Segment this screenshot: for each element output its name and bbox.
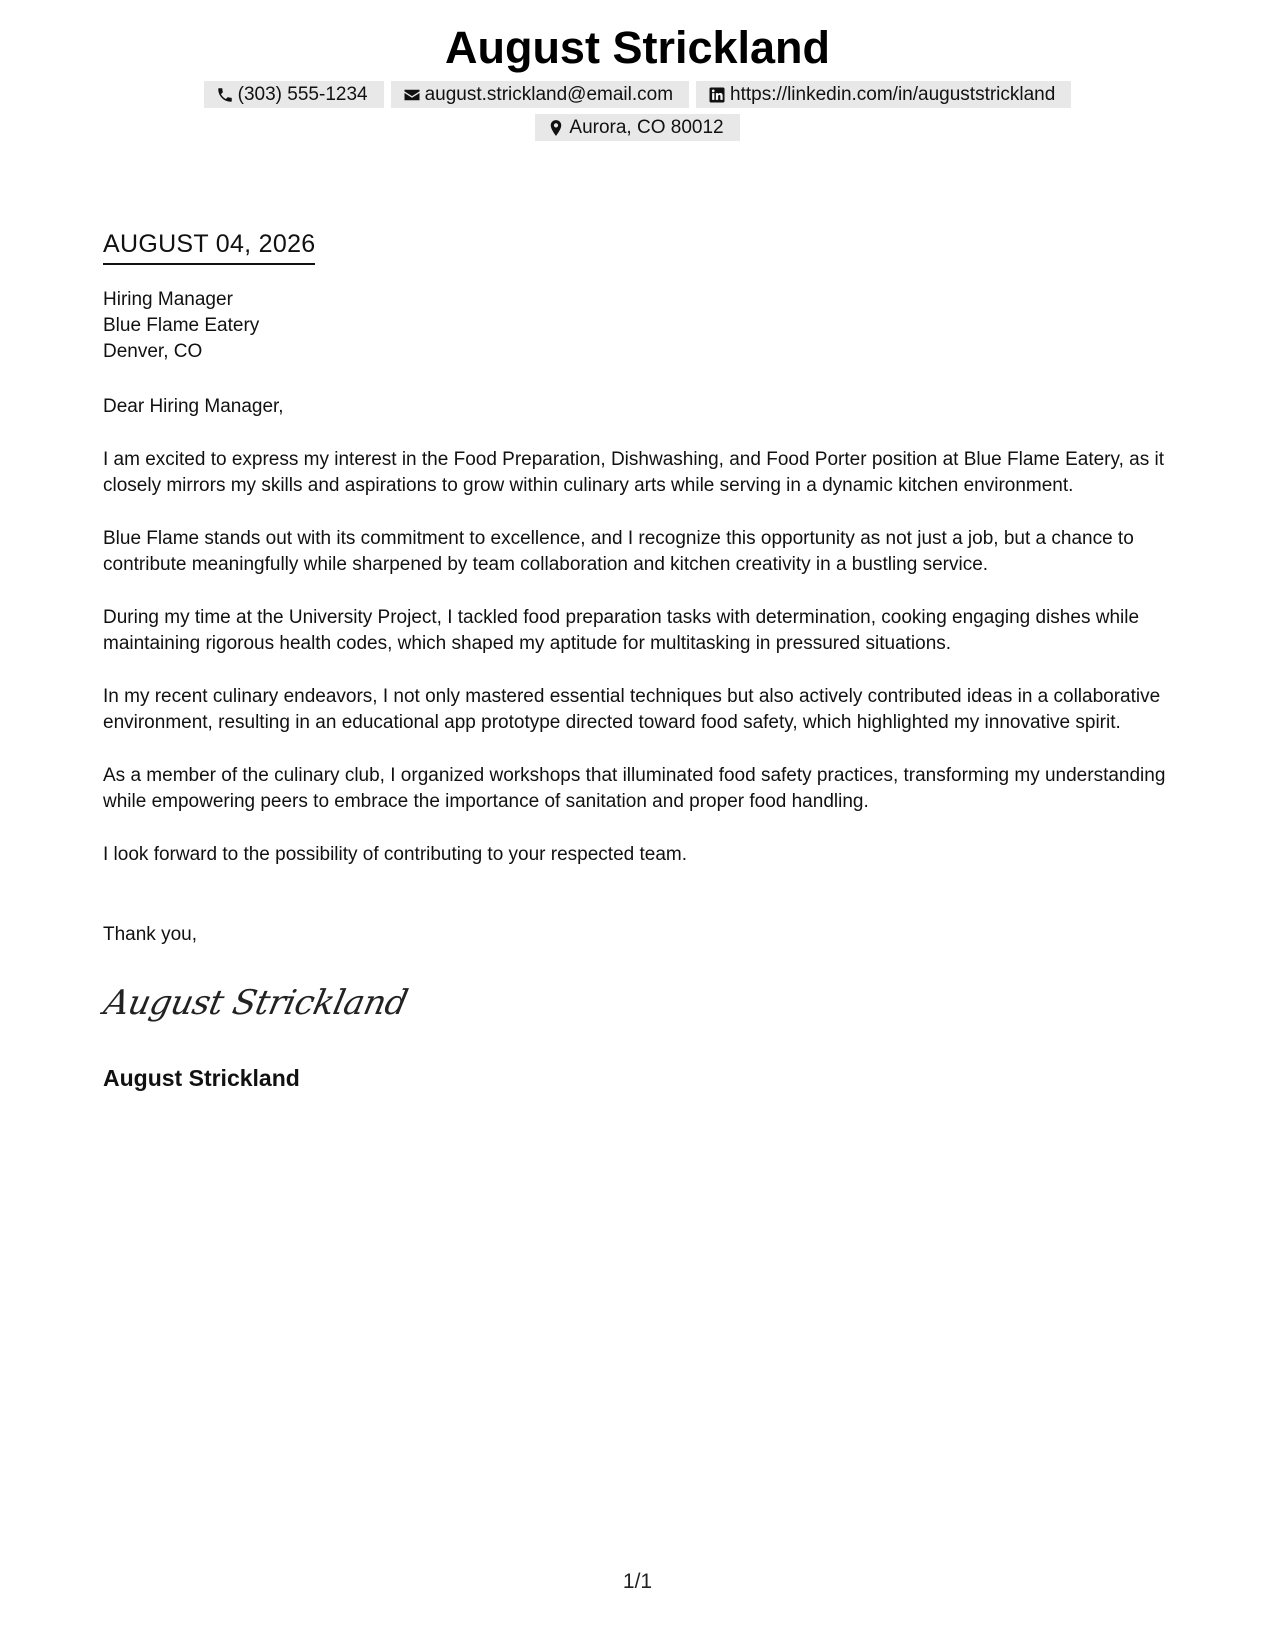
contact-location (535, 114, 739, 141)
contact-phone (204, 81, 384, 108)
signed-name: August Strickland (103, 1065, 300, 1091)
signature-text: August Strickland (100, 983, 411, 1023)
body-paragraph: During my time at the University Project, I tackled food preparation tasks with determination, cooking engaging dishes while maintaining rigorous health codes, which shaped my aptitude for multitasking in pressured situations. (103, 606, 1140, 654)
signature-image (100, 978, 411, 1028)
applicant-name: August Strickland (444, 22, 831, 73)
body-paragraph: In my recent culinary endeavors, I not only mastered essential techniques but also actively contributed ideas in a collaborative environment, resulting in an educational app prototype directed toward food safety, which highlighted my innovative spirit. (103, 685, 1161, 733)
linkedin-text: https://linkedin.com/in/auguststrickland (730, 84, 1056, 105)
phone-icon (216, 86, 234, 104)
letter-header (0, 20, 1275, 141)
email-text: august.strickland@email.com (424, 84, 674, 105)
closing: Thank you, (103, 924, 197, 945)
body-paragraph: I look forward to the possibility of contributing to your respected team. (103, 843, 688, 865)
recipient-company: Blue Flame Eatery (103, 315, 260, 336)
map-pin-icon (547, 119, 565, 137)
envelope-icon (403, 86, 421, 104)
recipient-location: Denver, CO (103, 341, 203, 362)
contact-email[interactable] (391, 81, 689, 108)
salutation: Dear Hiring Manager, (103, 396, 284, 417)
location-text: Aurora, CO 80012 (569, 117, 724, 138)
contact-linkedin[interactable] (696, 81, 1071, 108)
body-paragraph: As a member of the culinary club, I organized workshops that illuminated food safety practices, transforming my understanding while empowering peers to embrace the importance of sanitation and proper food handling. (103, 764, 1166, 812)
linkedin-icon (708, 86, 726, 104)
letter-date: AUGUST 04, 2026 (103, 228, 315, 265)
letter-body (103, 394, 1183, 894)
contact-info (188, 81, 1088, 141)
phone-text: (303) 555-1234 (237, 84, 368, 105)
body-paragraph: I am excited to express my interest in the Food Preparation, Dishwashing, and Food Porter position at Blue Flame Eatery, as it closely mirrors my skills and aspirations to grow within culinary arts while serving in a dynamic kitchen environment. (103, 448, 1164, 496)
recipient-block (103, 287, 259, 365)
page-number: 1/1 (622, 1570, 653, 1593)
body-paragraph: Blue Flame stands out with its commitment to excellence, and I recognize this opportunity as not just a job, but a chance to contribute meaningfully while sharpened by team collaboration and kitchen creativity in a bustling service. (103, 527, 1134, 575)
recipient-title: Hiring Manager (103, 289, 233, 310)
